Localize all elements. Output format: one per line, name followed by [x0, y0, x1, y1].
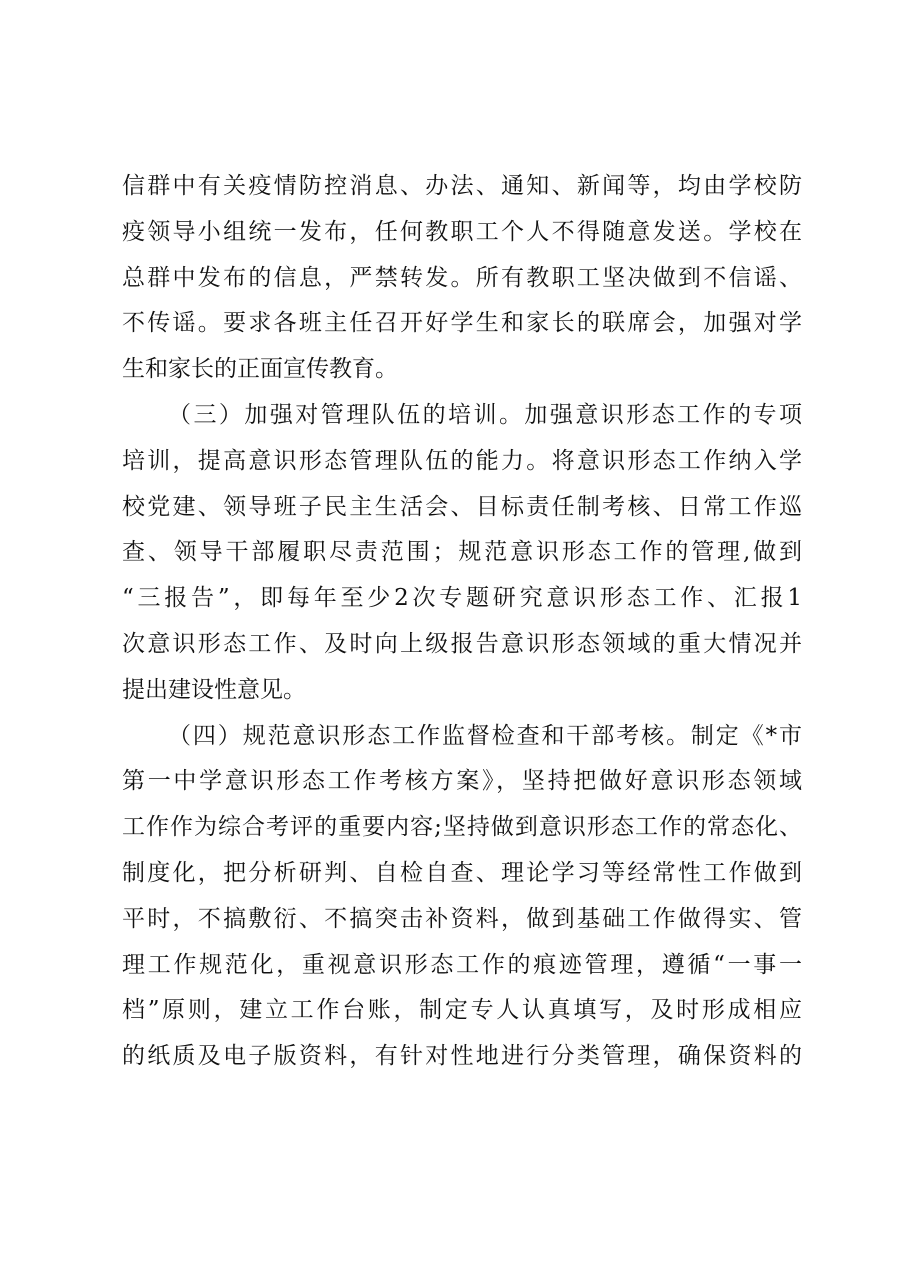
- text-line: 档”原则，建立工作台账，制定专人认真填写，及时形成相应: [122, 997, 802, 1024]
- text-line: 信群中有关疫情防控消息、办法、通知、新闻等，均由学校防: [122, 173, 802, 199]
- text-line: 校党建、领导班子民主生活会、目标责任制考核、日常工作巡: [122, 493, 802, 520]
- text-line: 总群中发布的信息，严禁转发。所有教职工坚决做到不信谣、: [122, 264, 802, 291]
- section-heading-line: （四）规范意识形态工作监督检查和干部考核。制定《*市: [168, 722, 802, 749]
- text-line: 第一中学意识形态工作考核方案》，坚持把做好意识形态领域: [122, 768, 802, 795]
- text-line: 次意识形态工作、及时向上级报告意识形态领域的重大情况并: [122, 630, 802, 657]
- section-heading-line: （三）加强对管理队伍的培训。加强意识形态工作的专项: [168, 401, 802, 428]
- text-line: 工作作为综合考评的重要内容;坚持做到意识形态工作的常态化、: [122, 814, 802, 841]
- text-line: 疫领导小组统一发布，任何教职工个人不得随意发送。学校在: [122, 218, 802, 245]
- text-line: 不传谣。要求各班主任召开好学生和家长的联席会，加强对学: [122, 310, 802, 337]
- text-line: 平时，不搞敷衍、不搞突击补资料，做到基础工作做得实、管: [122, 905, 802, 932]
- text-line: 培训，提高意识形态管理队伍的能力。将意识形态工作纳入学: [122, 447, 802, 474]
- text-line: “三报告”，即每年至少2次专题研究意识形态工作、汇报1: [122, 585, 802, 612]
- text-line: 制度化，把分析研判、自检自查、理论学习等经常性工作做到: [122, 859, 802, 886]
- document-body: [122, 164, 802, 1080]
- text-line: 查、领导干部履职尽责范围；规范意识形态工作的管理,做到: [122, 539, 802, 566]
- text-line: 理工作规范化，重视意识形态工作的痕迹管理，遵循“一事一: [122, 951, 802, 978]
- text-line: 提出建设性意见。: [122, 676, 306, 703]
- text-line: 生和家长的正面宣传教育。: [122, 356, 398, 383]
- text-line: 的纸质及电子版资料，有针对性地进行分类管理，确保资料的: [122, 1043, 802, 1070]
